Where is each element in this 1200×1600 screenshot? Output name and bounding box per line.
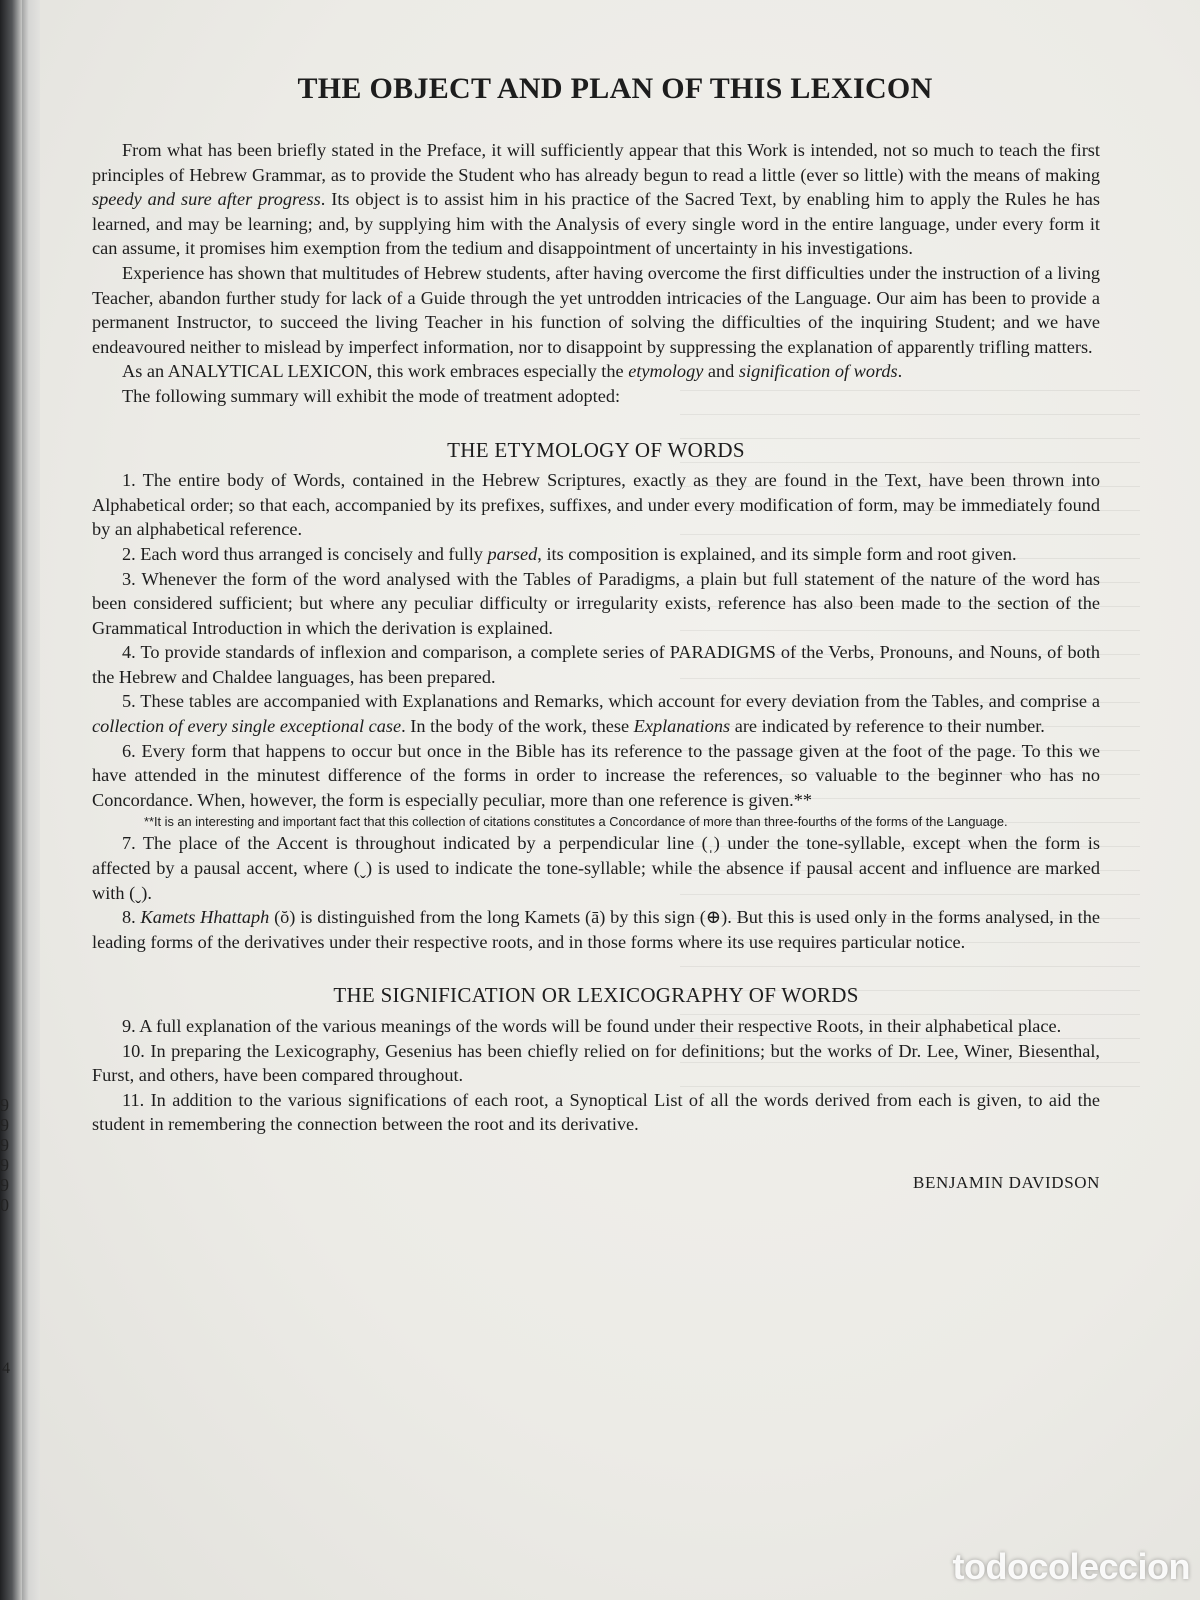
etymology-item-4: 4. To provide standards of inflexion and comparison, a complete series of PARADIGMS of the Verbs, Pronouns, and Nouns, of both the Hebrew and Chaldee languages, has been prepared. <box>92 642 1100 687</box>
etymology-item-8 <box>92 905 1100 954</box>
text-span: . <box>897 361 903 382</box>
text-span: and <box>703 361 739 382</box>
book-page <box>40 0 1200 1600</box>
author-signature: BENJAMIN DAVIDSON <box>913 1172 1100 1192</box>
etymology-item-6: 6. Every form that happens to occur but once in the Bible has its reference to the passage given at the foot of the page. To this we have attended in the minutest difference of the forms in order to increase the references, so valuable to the beginner who has no Concordance. When, however, the form is especially peculiar, more than one reference is given.** <box>92 740 1100 810</box>
text-span: , its composition is explained, and its simple form and root given. <box>537 543 1017 564</box>
section-heading-signification: THE SIGNIFICATION OR LEXICOGRAPHY OF WORDS <box>333 983 859 1008</box>
etymology-item-3: 3. Whenever the form of the word analysed with the Tables of Paradigms, a plain but full statement of the nature of the word has been considered sufficient; but where any peculiar difficulty or irregularity exists, reference has also been made to the section of the Grammatical Introduction in which the derivation is explained. <box>92 568 1100 638</box>
text-span: 2. Each word thus arranged is concisely and fully <box>122 543 488 564</box>
emphasis-text: Explanations <box>633 716 731 737</box>
section-heading-etymology: THE ETYMOLOGY OF WORDS <box>447 437 745 462</box>
emphasis-text: Kamets Hhattaph <box>140 907 270 928</box>
etymology-item-5 <box>92 689 1100 738</box>
footnote: **It is an interesting and important fact that this collection of citations constitutes a Concordance of more than three-fourths of the forms of the Language. <box>144 814 1008 830</box>
page-title: THE OBJECT AND PLAN OF THIS LEXICON <box>297 72 933 105</box>
text-span: 5. These tables are accompanied with Explanations and Remarks, which account for every deviation from the Tables, and comprise a <box>122 691 1100 712</box>
etymology-item-1: 1. The entire body of Words, contained in the Hebrew Scriptures, exactly as they are found in the Text, have been thrown into Alphabetical order; so that each, accompanied by its prefixes, suffixes, and under every modification of form, may be immediately found by an alphabetical reference. <box>92 470 1100 540</box>
etymology-item-7: 7. The place of the Accent is throughout indicated by a perpendicular line (ˌ) under the tone-syllable, except when the form is affected by a pausal accent, where (ˬ) is used to indicate the tone-syllable; while the absence if pausal accent and influence are marked with (ˬ). <box>92 833 1100 903</box>
text-span: are indicated by reference to their number. <box>730 716 1045 737</box>
text-span: (ŏ) is distinguished from the long Kamets (ā) by this sign (⊕). But this is used only in the forms analysed, in the leading forms of the derivatives under their respective roots, and in those forms where its use requires particular notice. <box>92 907 1101 952</box>
intro-paragraph-4: The following summary will exhibit the mode of treatment adopted: <box>122 385 621 406</box>
emphasis-text: signification of words <box>738 361 898 382</box>
intro-paragraph-1 <box>92 138 1100 261</box>
emphasis-text: etymology <box>628 361 704 382</box>
adjacent-page-number: 4 <box>2 1360 10 1377</box>
signification-item-9: 9. A full explanation of the various meanings of the words will be found under their respective Roots, in their alphabetical place. <box>122 1016 1062 1036</box>
signification-item-10: 10. In preparing the Lexicography, Gesenius has been chiefly relied on for definitions; but the works of Dr. Lee, Winer, Biesenthal, Furst, and others, have been compared throughout. <box>92 1040 1100 1086</box>
text-span: 8. <box>122 907 141 928</box>
emphasis-text: collection of every single exceptional case <box>92 716 402 737</box>
page-body <box>92 138 1100 1207</box>
intro-paragraph-2: Experience has shown that multitudes of Hebrew students, after having overcome the first difficulties under the instruction of a living Teacher, abandon further study for lack of a Guide through the yet untrodden intricacies of the Language. Our aim has been to provide a permanent Instructor, to succeed the living Teacher in his function of solving the difficulties of the inquiring Student; and we have endeavoured neither to mislead by imperfect information, nor to disappoint by suppressing the explanation of apparently trifling matters. <box>92 262 1100 357</box>
intro-paragraph-3 <box>92 359 1100 384</box>
text-span: As an ANALYTICAL LEXICON, this work embraces especially the <box>122 361 629 382</box>
etymology-item-2 <box>92 542 1100 567</box>
emphasis-text: parsed <box>487 543 538 564</box>
text-span: . In the body of the work, these <box>401 716 634 737</box>
signature-block <box>92 1137 1100 1207</box>
text-span: . Its object is to assist him in his practice of the Sacred Text, by enabling him to apply the Rules he has learned, and may be learning; and, by supplying him with the Analysis of every single word in the entire language, under every form it can assume, it promises him exemption from the tedium and disappointment of uncertainty in his investigations. <box>92 189 1100 259</box>
watermark-logo: todocoleccion <box>952 1546 1190 1587</box>
text-span: From what has been briefly stated in the Preface, it will sufficiently appear that this Work is intended, not so much to teach the first principles of Hebrew Grammar, as to provide the Student who has already begun to read a little (ever so little) with the means of making <box>92 140 1100 185</box>
emphasis-text: speedy and sure after progress <box>92 189 321 210</box>
adjacent-page-margin-digits: 9 9 9 9 9 0 <box>0 1095 9 1215</box>
signification-item-11: 11. In addition to the various significations of each root, a Synoptical List of all the words derived from each is given, to aid the student in remembering the connection between the root and its derivative. <box>92 1089 1100 1135</box>
